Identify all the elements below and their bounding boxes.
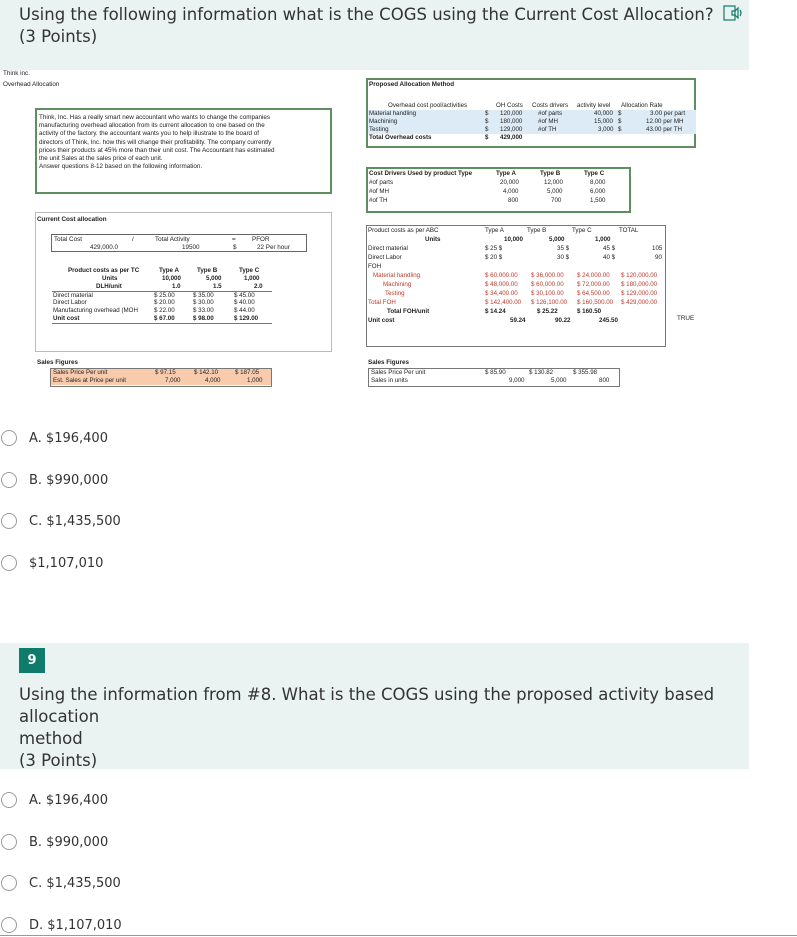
description-text bbox=[39, 114, 274, 171]
q8-option-c[interactable] bbox=[0, 510, 121, 532]
option-label: B. $990,000 bbox=[29, 472, 109, 488]
description-line: Answer questions 8-12 based on the following information. bbox=[39, 163, 203, 171]
question-8-title-text: Using the following information what is the COGS using the Current Cost Allocation? bbox=[19, 5, 714, 24]
table-row: Machining $ 48,000.00 $ 60,000.00 $ 72,000.00 $ 180,000.00 bbox=[383, 281, 658, 288]
true-label: TRUE bbox=[677, 315, 695, 322]
q9-option-b[interactable] bbox=[0, 831, 108, 853]
table-row: Material handling $ 120,000 #of parts 40,000 $ 3.00 per part bbox=[368, 110, 696, 118]
option-label: C. $1,435,500 bbox=[29, 513, 121, 529]
option-label: D. $1,107,010 bbox=[29, 917, 122, 933]
question-number-badge: 9 bbox=[19, 648, 45, 673]
q8-option-b[interactable] bbox=[0, 469, 108, 491]
description-line: manufacturing overhead allocation from its current allocation to one based on the bbox=[39, 122, 265, 130]
current-heading: Current Cost allocation bbox=[37, 216, 107, 223]
table-row: Sales Price Per unit $ 97.15 $ 142.10 $ 187.05 bbox=[51, 369, 271, 377]
radio-button[interactable] bbox=[1, 917, 17, 933]
table-row: Testing $ 34,400.00 $ 30,100.00 $ 64,500.00 $ 129,000.00 bbox=[385, 290, 658, 297]
table-row: Unit cost $ 67.00 $ 98.00 $ 129.00 bbox=[52, 315, 272, 324]
sales-table-right bbox=[368, 368, 620, 387]
table-row: Machining $ 180,000 #of MH 15,000 $ 12.00 per MH bbox=[368, 118, 696, 126]
q8-option-d[interactable] bbox=[0, 552, 103, 574]
table-row: Total FOH $ 142,400.00 $ 126,100.00 $ 160,500.00 $ 429,000.00 bbox=[368, 299, 658, 306]
slash-symbol: / bbox=[132, 236, 134, 243]
proposed-heading: Proposed Allocation Method bbox=[369, 81, 455, 88]
table-row: Total FOH/unit $ 14.24 $ 25.22 $ 160.50 bbox=[387, 308, 602, 315]
table-row: #of MH 4,000 5,000 6,000 bbox=[369, 188, 606, 195]
table-row: Direct Labor $ 20.00 $ 30.00 $ 40.00 bbox=[53, 299, 255, 306]
pfor-label: PFOR bbox=[252, 236, 270, 243]
question-9-title bbox=[19, 684, 739, 772]
total-cost-label: Total Cost bbox=[54, 236, 82, 243]
table-row: Direct Labor $ 20 $ 30 $ 40 $ 90 bbox=[368, 254, 662, 261]
radio-button[interactable] bbox=[1, 430, 17, 446]
speaker-icon[interactable] bbox=[723, 5, 743, 22]
sales-heading-left: Sales Figures bbox=[37, 359, 78, 366]
radio-button[interactable] bbox=[1, 834, 17, 850]
abc-cost-table bbox=[366, 225, 666, 347]
pfor-dollar: $ bbox=[233, 244, 237, 251]
pfor-value: 22 Per hour bbox=[257, 244, 290, 251]
question-8-points: (3 Points) bbox=[19, 27, 98, 46]
q9-option-c[interactable] bbox=[0, 872, 121, 894]
description-line: activity of the factory. the accountant wants you to help illustrate to the board of bbox=[39, 130, 260, 138]
proposed-section bbox=[366, 78, 696, 148]
table-row: Sales Price Per unit $ 85.90 $ 130.82 $ 355.98 bbox=[371, 369, 598, 376]
table-row: Sales in units 9,000 5,000 800 bbox=[371, 377, 610, 384]
table-row: DLH/unit 1.0 1.5 2.0 bbox=[96, 283, 263, 290]
description-line: prices their products at 45% more than their unit cost. The Accountant has estimated bbox=[39, 146, 275, 154]
table-row: FOH bbox=[368, 263, 382, 270]
total-cost-value: 429,000.0 bbox=[90, 244, 119, 251]
total-activity-label: Total Activity bbox=[155, 236, 190, 243]
table-row: Units 10,000 5,000 1,000 bbox=[102, 275, 260, 282]
option-label: B. $990,000 bbox=[29, 834, 109, 850]
radio-button[interactable] bbox=[1, 513, 17, 529]
description-line: Think, Inc. Has a really smart new accountant who wants to change the companies bbox=[39, 114, 271, 121]
sales-table-left bbox=[50, 368, 272, 387]
q9-option-d[interactable] bbox=[0, 914, 122, 936]
sales-heading-right: Sales Figures bbox=[368, 359, 409, 366]
table-row: Unit cost 59.24 90.22 245.50 bbox=[368, 317, 618, 324]
radio-button[interactable] bbox=[1, 555, 17, 571]
table-row: Est. Sales at Price per unit 7,000 4,000 1,000 bbox=[51, 377, 271, 385]
description-line: directors of Think, Inc. how this will change their profitability. The company currently bbox=[39, 138, 272, 146]
description-line: the unit Sales at the sales price of each unit. bbox=[39, 155, 163, 163]
table-row: Direct material $ 25.00 $ 35.00 $ 45.00 bbox=[52, 291, 272, 300]
overhead-pool-table bbox=[368, 102, 696, 148]
equals-symbol: = bbox=[232, 236, 236, 243]
table-row: Total Overhead costs $ 429,000 bbox=[369, 134, 523, 141]
table-row: #of TH 800 700 1,500 bbox=[369, 197, 606, 204]
table-header: Product costs as per ABC Type A Type B Type C TOTAL bbox=[368, 227, 639, 234]
pfor-calc-box bbox=[51, 234, 307, 252]
question-9-points: (3 Points) bbox=[19, 751, 98, 770]
table-header: Cost Drivers Used by product Type Type A Type B Type C bbox=[369, 170, 605, 177]
table-row: Direct material $ 25 $ 35 $ 45 $ 105 bbox=[368, 245, 663, 252]
table-row: Units 10,000 5,000 1,000 bbox=[425, 236, 611, 243]
option-label: A. $196,400 bbox=[29, 792, 108, 808]
q8-option-a[interactable] bbox=[0, 427, 108, 449]
radio-button[interactable] bbox=[1, 792, 17, 808]
description-box bbox=[35, 108, 332, 194]
product-cost-table bbox=[52, 267, 272, 345]
table-row: Material handling $ 60,000.00 $ 36,000.00 $ 24,000.00 $ 120,000.00 bbox=[373, 272, 658, 279]
sheet-subtitle: Overhead Allocation bbox=[3, 81, 60, 88]
company-name: Think inc. bbox=[3, 70, 30, 77]
option-label: C. $1,435,500 bbox=[29, 875, 121, 891]
table-row: Manufacturing overhead (MOH $ 22.00 $ 33.00 $ 44.00 bbox=[53, 307, 255, 314]
question-8-title bbox=[19, 4, 743, 26]
table-row: #of parts 20,000 12,000 8,000 bbox=[369, 179, 606, 186]
question-9-title-line: method bbox=[19, 729, 83, 748]
current-cost-section bbox=[35, 212, 332, 352]
question-9-title-line: Using the information from #8. What is the COGS using the proposed activity based allocation bbox=[19, 685, 715, 726]
table-row: Testing $ 129,000 #of TH 3,000 $ 43.00 per TH bbox=[368, 126, 696, 134]
radio-button[interactable] bbox=[1, 875, 17, 891]
q9-option-a[interactable] bbox=[0, 789, 108, 811]
radio-button[interactable] bbox=[1, 472, 17, 488]
table-header: Product costs as per TC Type A Type B Type C bbox=[68, 267, 260, 274]
table-header: Overhead cost pool/activities OH Costs Costs drivers activity level Allocation Rate bbox=[388, 102, 663, 109]
total-activity-value: 19500 bbox=[182, 244, 200, 251]
bottom-divider bbox=[0, 935, 797, 936]
cost-drivers-section bbox=[366, 167, 631, 213]
spreadsheet-image bbox=[0, 70, 749, 407]
option-label: $1,107,010 bbox=[29, 555, 104, 571]
option-label: A. $196,400 bbox=[29, 430, 108, 446]
